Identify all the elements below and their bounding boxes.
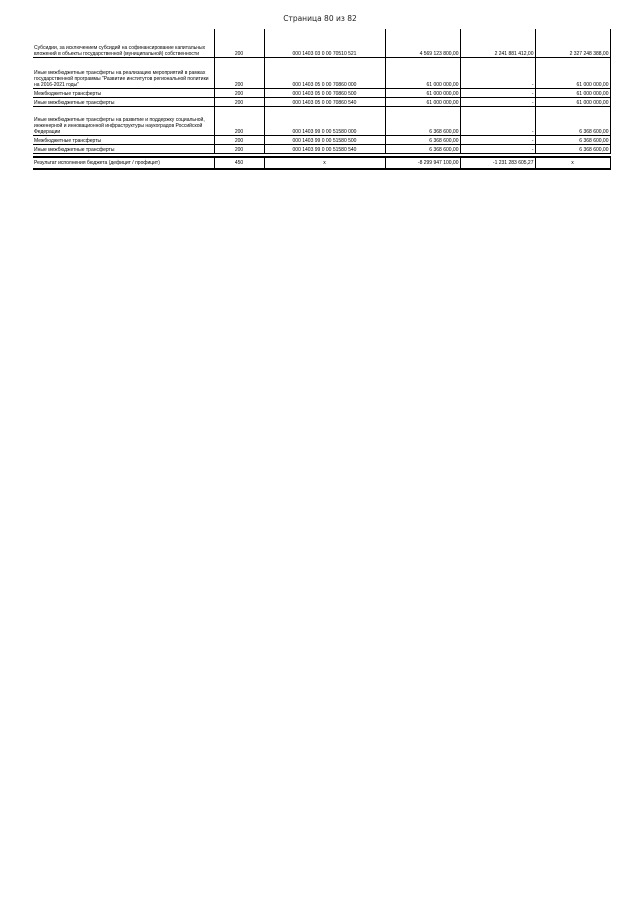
row-code: 200 [214,29,264,58]
row-name: Межбюджетные трансферты [33,89,214,98]
page-number-header: Страница 80 из 82 [283,14,357,23]
row-approved: 4 569 123 800,00 [385,29,460,58]
row-code: 200 [214,145,264,154]
row-classification: 000 1403 05 0 00 70860 540 [264,98,385,107]
budget-execution-table [33,29,611,170]
result-unexecuted: x [535,157,610,169]
result-approved: -8 299 947 100,00 [385,157,460,169]
row-unexecuted: 61 000 000,00 [535,58,610,89]
row-executed: - [460,89,535,98]
table-row [33,107,610,136]
table-result-row [33,157,610,169]
row-name: Иные межбюджетные трансферты на развитие и поддержку социальной, инженерной и инновационной инфраструктуры наукоградов Российской Федерации [33,107,214,136]
row-code: 200 [214,98,264,107]
row-unexecuted: 6 368 600,00 [535,136,610,145]
row-name: Межбюджетные трансферты [33,136,214,145]
row-approved: 61 000 000,00 [385,58,460,89]
row-classification: 000 1403 99 0 00 51580 540 [264,145,385,154]
table-row [33,136,610,145]
row-approved: 6 368 600,00 [385,136,460,145]
table-row [33,145,610,154]
row-approved: 6 368 600,00 [385,145,460,154]
row-name: Субсидии, за исключением субсидий на софинансирование капитальных вложений в объекты государственной (муниципальной) собственности [33,29,214,58]
table-row [33,29,610,58]
row-executed: - [460,136,535,145]
table-row [33,98,610,107]
row-executed: - [460,98,535,107]
row-approved: 6 368 600,00 [385,107,460,136]
row-executed: - [460,58,535,89]
row-executed: - [460,107,535,136]
row-code: 200 [214,89,264,98]
row-unexecuted: 61 000 000,00 [535,98,610,107]
row-classification: 000 1403 99 0 00 51580 000 [264,107,385,136]
row-unexecuted: 2 327 248 388,00 [535,29,610,58]
table-row [33,58,610,89]
row-unexecuted: 6 368 600,00 [535,107,610,136]
row-code: 200 [214,107,264,136]
row-classification: 000 1403 05 0 00 70860 000 [264,58,385,89]
result-classification: x [264,157,385,169]
result-executed: -1 231 283 605,27 [460,157,535,169]
row-approved: 61 000 000,00 [385,98,460,107]
row-code: 200 [214,58,264,89]
row-classification: 000 1403 05 0 00 70860 500 [264,89,385,98]
row-name: Иные межбюджетные трансферты [33,98,214,107]
row-classification: 000 1403 99 0 00 51580 500 [264,136,385,145]
row-name: Иные межбюджетные трансферты на реализацию мероприятий в рамках государственной программы "Развитие институтов региональной политики на 2016-2021 годы" [33,58,214,89]
row-executed: 2 241 881 412,00 [460,29,535,58]
row-executed: - [460,145,535,154]
table-row [33,89,610,98]
row-name: Иные межбюджетные трансферты [33,145,214,154]
row-classification: 000 1403 03 0 00 70510 521 [264,29,385,58]
result-name: Результат исполнения бюджета (дефицит / профицит) [33,157,214,169]
row-approved: 61 000 000,00 [385,89,460,98]
result-code: 450 [214,157,264,169]
row-code: 200 [214,136,264,145]
row-unexecuted: 6 368 600,00 [535,145,610,154]
row-unexecuted: 61 000 000,00 [535,89,610,98]
